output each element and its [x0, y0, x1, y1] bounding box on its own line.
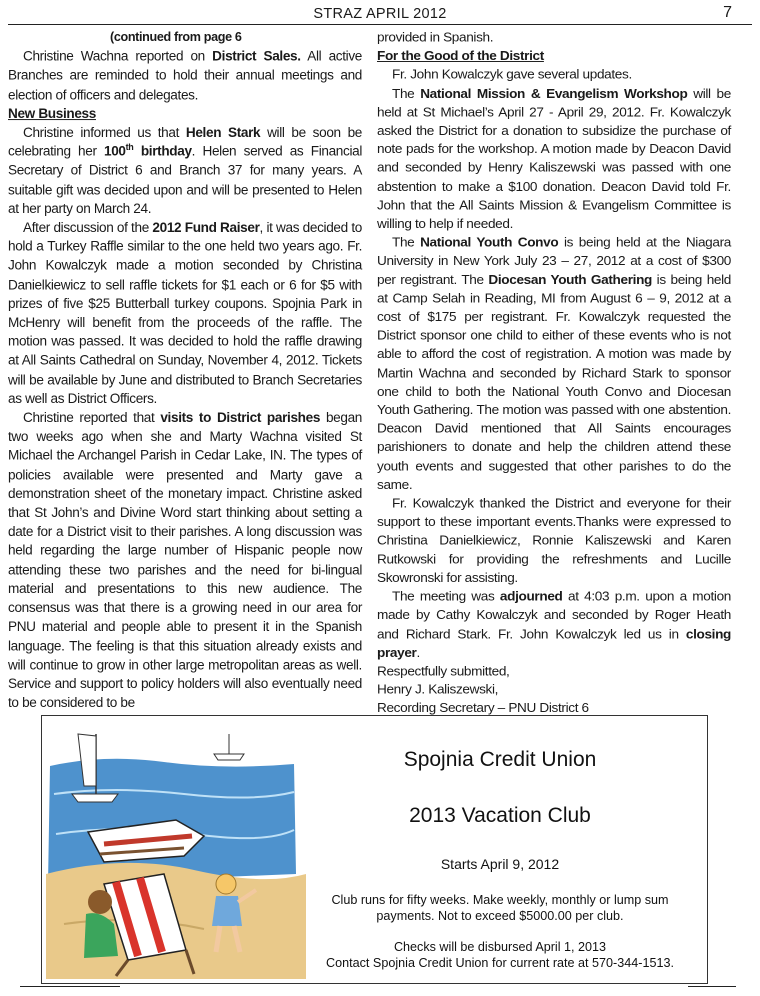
- footer-rule-left: [20, 986, 120, 987]
- ad-checks-contact: [292, 939, 708, 971]
- paragraph-adjourned: The meeting was adjourned at 4:03 p.m. upon a motion made by Cathy Kowalczyk and seconded by Roger Heath and Richard Stark. Fr. John Kowalczyk led us in closing prayer.: [377, 589, 731, 660]
- paragraph-youth-convo: The National Youth Convo is being held at the Niagara University in New York July 23 – 27, 2012 at a cost of $300 per registrant. The Diocesan Youth Gathering is being held at Camp Selah in Reading, MI from August 6 – 9, 2012 at a cost of $175 per registrant. Fr. Kowalczyk requested the District sponsor one child to either of these events who is not able to afford the cost of registration. A motion was made by Martin Wachna and seconded by Richard Stark to sponsor one child to both the National Youth Convo and Diocesan Youth Gathering. The motion was passed with one abstention. Deacon David mentioned that All Saints encourages parishioners to donate and help the children attend these youth events and suggested that other parishes to do the same.: [377, 234, 731, 492]
- page-number: 7: [723, 4, 732, 21]
- page-header: [0, 4, 760, 24]
- ad-subtitle: 2013 Vacation Club: [409, 804, 591, 827]
- paragraph-fund-raiser: After discussion of the 2012 Fund Raiser, it was decided to hold a Turkey Raffle similar to the one held two years ago. Fr. John Kowalczyk made a motion seconded by Christina Danielkiewicz to sell raffle tickets for $1 each or 6 for $5 with prizes of five $25 Butterball turkey coupons. Spojnia Park in McHenry will benefit from the proceeds of the raffle. The motion was passed. It was decided to hold the raffle drawing at All Saints Cathedral on Sunday, November 4, 2012. Tickets will be available by June and distributed to Branch Secretaries as well as District Officers.: [8, 220, 362, 406]
- paragraph-spanish-continued: provided in Spanish.: [377, 29, 494, 45]
- beach-clipart-icon: [44, 724, 306, 979]
- publication-title: STRAZ APRIL 2012: [313, 6, 447, 22]
- heading-new-business: New Business: [8, 106, 96, 121]
- ad-title: Spojnia Credit Union: [403, 748, 597, 771]
- ad-checks-line: Checks will be disbursed April 1, 2013: [393, 940, 607, 954]
- continued-note: (continued from page 6: [110, 29, 242, 44]
- right-column: [377, 28, 731, 718]
- left-column: [8, 28, 362, 712]
- signature-line-2: Henry J. Kaliszewski,: [377, 682, 499, 697]
- ad-contact-line: Contact Spojnia Credit Union for current rate at 570-344-1513.: [326, 956, 674, 970]
- paragraph-district-visits: Christine reported that visits to District parishes began two weeks ago when she and Marty Wachna visited St Michael the Archangel Parish in Cedar Lake, IN. The types of policies available were presented and Marty gave a demonstration sheet of the monetary impact. Christine asked that St John’s and Divine Word start thinking about setting a date for a District visit to their parishes. A long discussion was held regarding the large number of Hispanic people now attending these two parishes and the need for bi-lingual material and presentations to this new audience. The consensus was that there is a growing need in our area for PNU material and people able to present it in the Spanish language. The feeling is that this situation already exists and will continue to grow in other large metropolitan areas as well. Service and support to policy holders will also eventually need to be considered to be: [8, 410, 362, 711]
- ad-club-details: Club runs for fifty weeks. Make weekly, monthly or lump sum payments. Not to exceed $5000.00 per club.: [331, 893, 669, 923]
- paragraph-district-sales: Christine Wachna reported on District Sales. All active Branches are reminded to hold their annual meetings and election of officers and delegates.: [8, 48, 362, 102]
- credit-union-ad: [41, 715, 708, 984]
- paragraph-helen-stark: Christine informed us that Helen Stark will be soon be celebrating her 100th birthday. Helen served as Financial Secretary of District 6 and Branch 37 for many years. A suitable gift was decided upon and will be presented to Helen at her party on March 24.: [8, 125, 363, 216]
- paragraph-thanks: Fr. Kowalczyk thanked the District and everyone for their support to these important events.Thanks were expressed to Christina Danielkiewicz, Ronnie Kaliszewski and Karen Rutkowski for providing the refreshments and Lucille Skowronski for assisting.: [377, 495, 731, 585]
- signature-line-3: Recording Secretary – PNU District 6: [377, 700, 589, 716]
- footer-rule-right: [688, 986, 736, 987]
- header-rule: [8, 24, 752, 25]
- paragraph-mission-workshop: The National Mission & Evangelism Workshop will be held at St Michael’s April 27 - April 29, 2012. Fr. Kowalczyk asked the District for a donation to subsidize the purchase of note pads for the workshop. A motion made by Deacon David and seconded by Henry Kaliszewski was passed with one abstention to make a $100 donation. Deacon David told Fr. John that the All Saints Mission & Evangelism Committee is willing to help if needed.: [377, 85, 731, 231]
- ad-start-date: Starts April 9, 2012: [440, 856, 560, 872]
- paragraph-updates: Fr. John Kowalczyk gave several updates.: [392, 67, 632, 82]
- heading-good-of-district: For the Good of the District: [377, 48, 544, 64]
- signature-line-1: Respectfully submitted,: [377, 663, 510, 679]
